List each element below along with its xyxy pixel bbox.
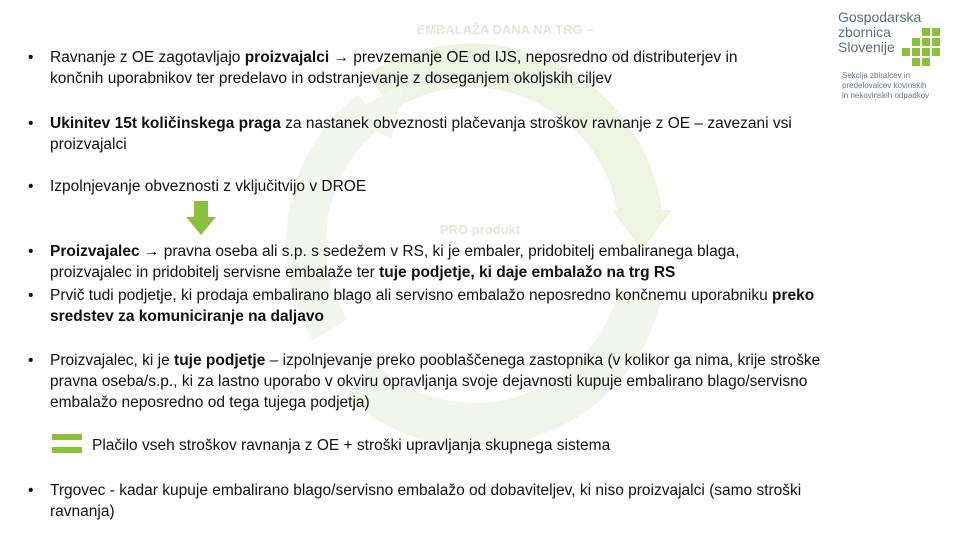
bullet-text [50, 350, 948, 413]
bullet-dot: • [28, 243, 34, 260]
bullet-text-bold: Proizvajalec [50, 243, 140, 260]
bullet-text-part: pravna oseba/s.p., ki za lastno uporabo v okviru opravljanja svoje dejavnosti kupuje embalirano blago/servisno [50, 373, 808, 390]
payment-summary-text: Plačilo vseh stroškov ravnanja z OE + stroški upravljanja skupnega sistema [92, 437, 611, 454]
ghost-center-label: PRO produkt [439, 222, 521, 237]
bullet-text [50, 241, 948, 283]
bullet-text-part: prevzemanje OE od IJS, neposredno od distributerjev in [348, 49, 738, 66]
bullet-text [50, 480, 948, 522]
bullet-dot: • [28, 352, 34, 369]
bullet-dot: • [28, 287, 34, 304]
equals-icon [52, 432, 82, 456]
bullet-text-part: Ravnanje z OE zagotavljajo [50, 49, 245, 66]
bullet-text-part: – izpolnjevanje preko pooblaščenega zastopnika (v kolikor ga nima, krije stroške [265, 352, 821, 369]
bullet-text-bold: proizvajalci [244, 49, 330, 66]
bullet-dot: • [28, 115, 34, 132]
bullet-text [50, 47, 948, 89]
bullet-dot: • [28, 178, 34, 195]
logo-sub-line1: Sekcija zbiralcev in [842, 71, 911, 80]
bullet-dot: • [28, 482, 34, 499]
bullet-text-part: Izpolnjevanje obveznosti z vključitvijo v DROE [50, 178, 367, 195]
ghost-slide-title: EMBALAŽA DANA NA TRG – [416, 22, 594, 37]
bullet-text-part: Trgovec - kadar kupuje embalirano blago/servisno embalažo od dobaviteljev, ki niso proizvajalci (samo stroški [50, 482, 802, 499]
bullet-text-part: proizvajalci [50, 136, 127, 153]
logo-sub-line2: predelovalcev kovinskih [842, 81, 927, 90]
logo-sub-line3: in nekovinskih odpadkov [842, 91, 930, 100]
bullet-text-part: Prvič tudi podjetje, ki prodaja embalirano blago ali servisno embalažo neposredno končnemu uporabniku [50, 287, 773, 304]
arrow-right-icon: → [333, 49, 349, 66]
bullet-text-bold: sredstev za komuniciranje na daljavo [50, 308, 324, 325]
bullet-text-part: za nastanek obveznosti plačevanja stroškov ravnanje z OE – zavezani vsi [280, 115, 792, 132]
bullet-text-bold: tuje podjetje [174, 352, 266, 369]
bullet-text-bold: tuje podjetje, ki daje embalažo na trg RS [379, 264, 676, 281]
bullet-text-part: embalažo neposredno od tega tujega podjetja) [50, 394, 370, 411]
bullet-text-part: pravna oseba ali s.p. s sedežem v RS, ki je embaler, pridobitelj embaliranega blaga, [159, 243, 740, 260]
arrow-right-icon: → [143, 243, 160, 260]
logo-name-line2: zbornica [838, 24, 891, 40]
logo-name-line1: Gospodarska [838, 9, 922, 25]
bullet-text [50, 285, 948, 327]
bullet-text-bold: Ukinitev 15t količinskega praga [50, 115, 281, 132]
bullet-text-bold: preko [772, 287, 815, 304]
bullet-text [50, 113, 948, 155]
bullet-text [50, 176, 948, 197]
bullet-text-part: proizvajalec in pridobitelj servisne embalaže ter [50, 264, 380, 281]
bullet-text-part: končnih uporabnikov ter predelavo in odstranjevanje z doseganjem okoljskih ciljev [50, 70, 612, 87]
down-arrow-icon [186, 201, 216, 235]
logo-name-line3: Slovenije [838, 39, 895, 55]
bullet-text-part: Proizvajalec, ki je [50, 352, 175, 369]
bullet-text-part: ravnanja) [50, 503, 115, 520]
bullet-dot: • [28, 49, 34, 66]
